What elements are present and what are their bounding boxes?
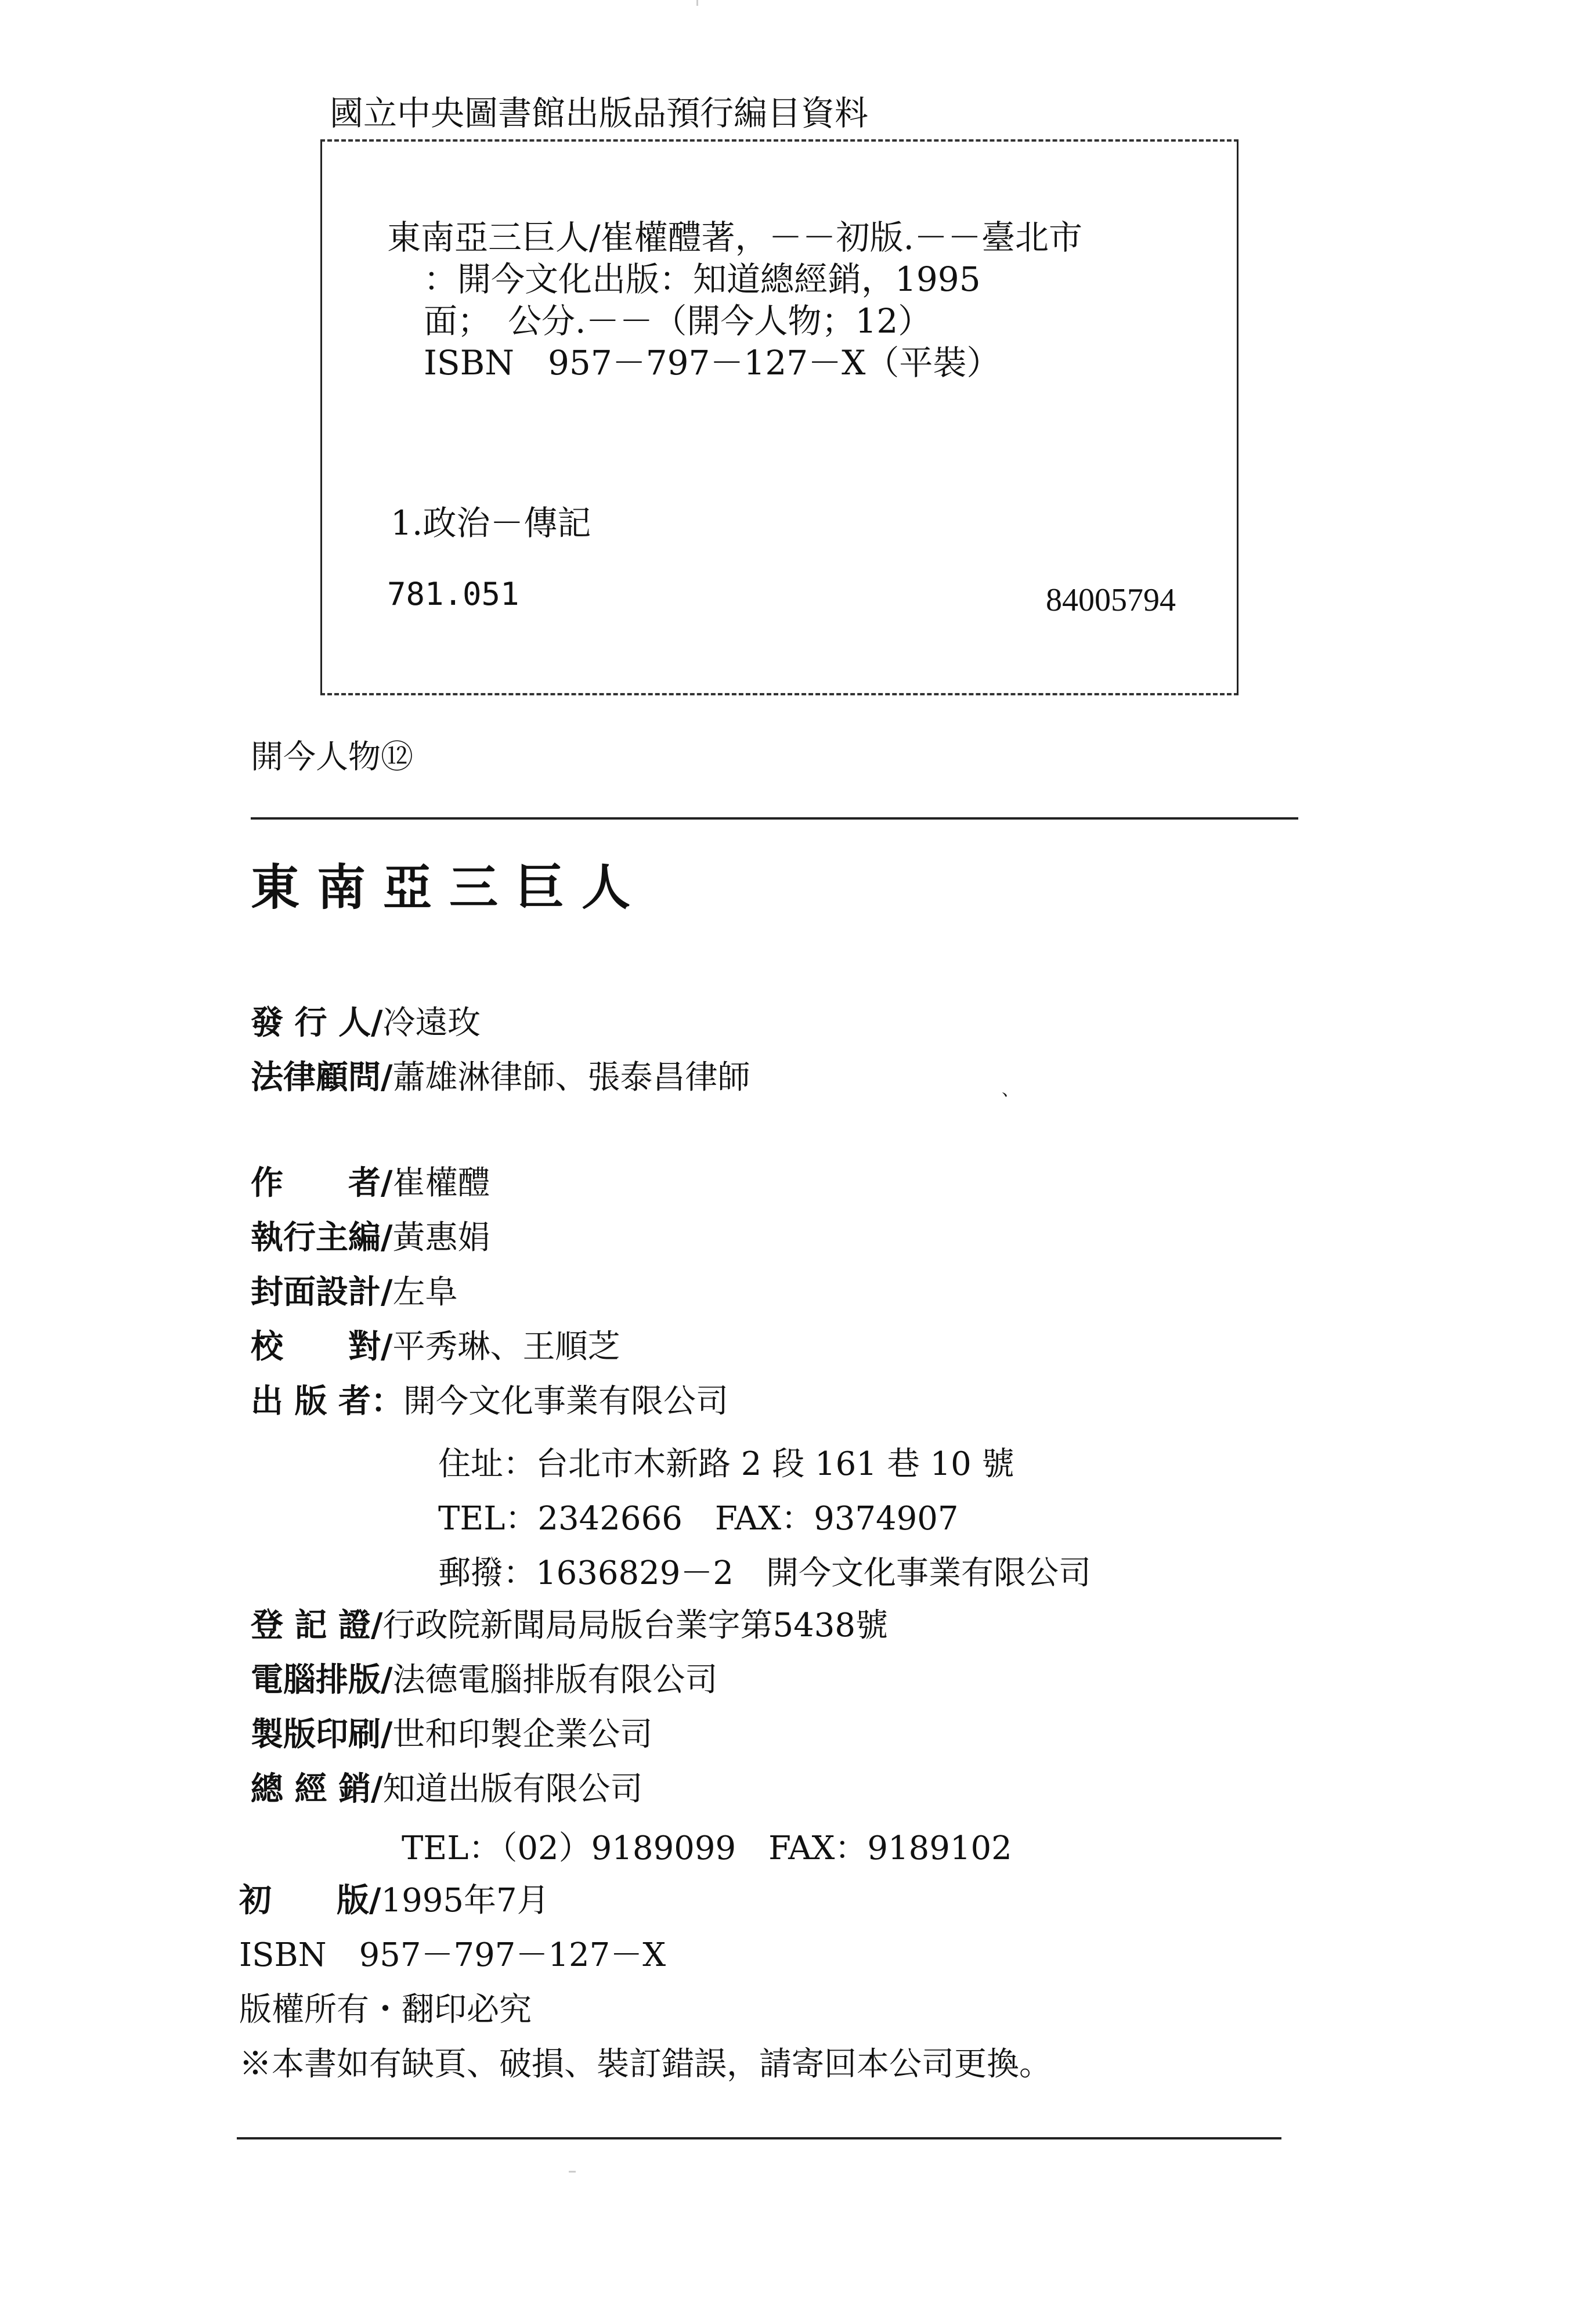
cip-class-number: 781.051	[387, 576, 519, 612]
scan-mark	[696, 0, 698, 6]
credit-registration	[251, 1600, 888, 1646]
cip-line-publisher: ：開今文化出版：知道總經銷，1995	[424, 259, 981, 299]
credit-value: 左阜	[392, 1273, 458, 1311]
credit-editor	[251, 1212, 490, 1258]
credit-publisher-person	[251, 997, 480, 1044]
credit-label: 執行主編/	[251, 1218, 393, 1257]
credit-label: 製版印刷/	[251, 1715, 393, 1753]
credit-label: 出 版 者：	[251, 1382, 403, 1420]
cip-subject: 1.政治－傳記	[391, 503, 591, 543]
credit-publisher	[251, 1376, 728, 1422]
credit-distributor	[251, 1763, 642, 1810]
credit-label: 發 行 人/	[251, 1004, 383, 1042]
credit-label: 封面設計/	[251, 1273, 393, 1311]
distributor-tel-fax: TEL：（02）9189099 FAX：9189102	[402, 1830, 1012, 1867]
series-label: 開今人物⑫	[251, 738, 413, 776]
credit-proof	[251, 1321, 620, 1368]
credit-label: 初 版/	[239, 1881, 381, 1919]
credit-value: 1995年7月	[381, 1882, 550, 1919]
credit-author	[251, 1157, 490, 1204]
credit-value: 崔權醴	[392, 1164, 490, 1202]
credit-value: 平秀琳、王順芝	[392, 1328, 620, 1366]
isbn-line: ISBN 957－797－127－X	[239, 1936, 666, 1974]
credit-label: 總 經 銷/	[251, 1770, 383, 1808]
credit-value: 行政院新聞局局版台業字第5438號	[382, 1607, 888, 1644]
notice-line: ※本書如有缺頁、破損、裝訂錯誤，請寄回本公司更換。	[239, 2045, 1052, 2083]
copyright-line: 版權所有・翻印必究	[239, 1991, 532, 2029]
credit-label: 作 者/	[251, 1164, 393, 1202]
publisher-tel-fax: TEL：2342666 FAX：9374907	[438, 1500, 959, 1538]
credit-printing	[251, 1709, 652, 1755]
credit-typesetting	[251, 1654, 717, 1701]
publisher-address: 住址：台北市木新路 2 段 161 巷 10 號	[438, 1445, 1014, 1483]
credit-cover	[251, 1267, 457, 1313]
stray-mark: 、	[1002, 1080, 1019, 1100]
credit-value: 法德電腦排版有限公司	[392, 1661, 718, 1699]
publisher-postal: 郵撥：1636829－2 開今文化事業有限公司	[438, 1554, 1092, 1592]
divider-top	[251, 817, 1298, 820]
cip-number: 84005794	[1046, 582, 1176, 618]
credit-label: 校 對/	[251, 1327, 393, 1366]
credit-legal	[251, 1052, 750, 1098]
cip-box	[320, 139, 1238, 695]
divider-bottom	[237, 2137, 1281, 2139]
cip-line-title: 東南亞三巨人/崔權醴著，－－初版.－－臺北市	[387, 218, 1082, 257]
credit-label: 電腦排版/	[251, 1661, 393, 1699]
credit-value: 世和印製企業公司	[392, 1716, 653, 1753]
credit-edition	[239, 1875, 550, 1921]
cip-line-physical: 面； 公分.－－（開今人物；12）	[424, 301, 932, 341]
credit-label: 登 記 證/	[251, 1606, 383, 1644]
credit-value: 知道出版有限公司	[382, 1770, 643, 1808]
scan-mark	[569, 2171, 576, 2173]
credit-value: 黃惠娟	[392, 1219, 490, 1257]
credit-label: 法律顧問/	[251, 1058, 393, 1096]
credit-value: 開今文化事業有限公司	[403, 1383, 728, 1420]
credit-value: 蕭雄淋律師、張泰昌律師	[392, 1059, 750, 1096]
cip-heading: 國立中央圖書館出版品預行編目資料	[330, 93, 869, 133]
book-title: 東南亞三巨人	[251, 858, 648, 916]
cip-line-isbn: ISBN 957－797－127－X（平裝）	[424, 343, 1001, 383]
credit-value: 冷遠玫	[382, 1004, 481, 1042]
